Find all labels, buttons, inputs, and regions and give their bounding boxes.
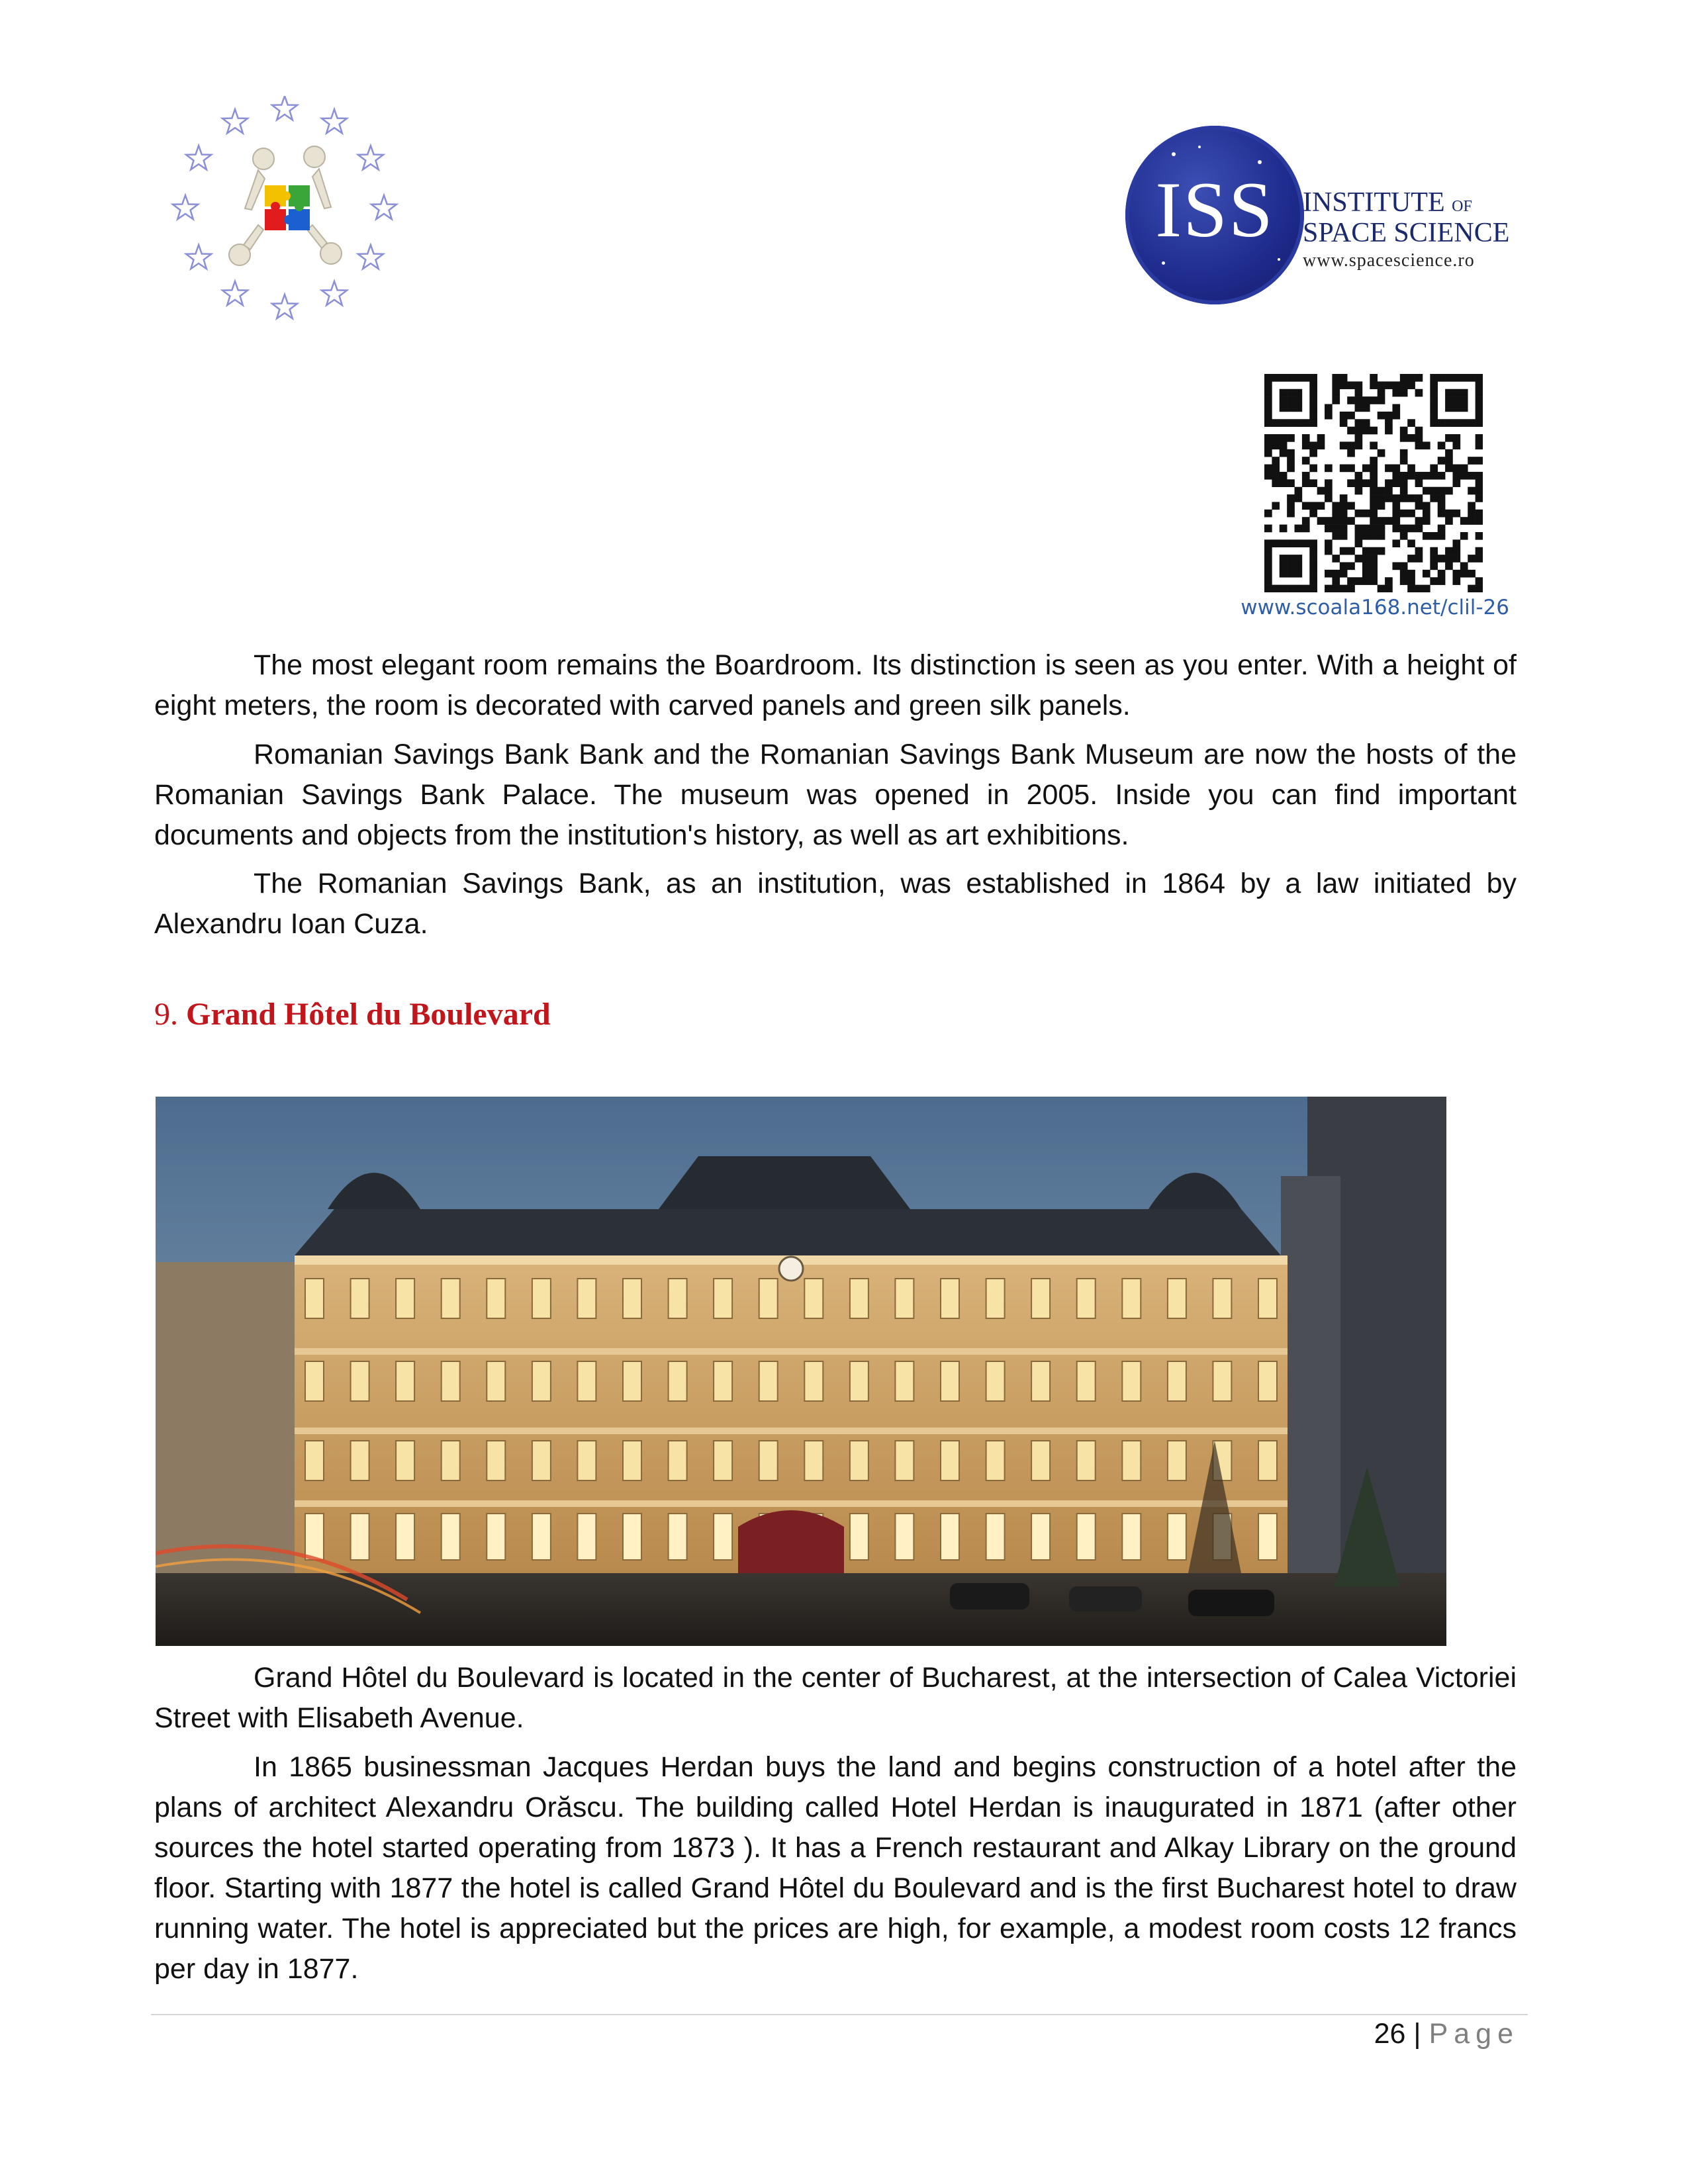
- page-footer: [1258, 2015, 1519, 2052]
- qr-code[interactable]: [1264, 374, 1483, 592]
- page-number: 26: [1374, 2018, 1406, 2050]
- star-icon: [358, 146, 383, 169]
- section-heading: [154, 996, 551, 1032]
- star-icon: [222, 281, 248, 305]
- section-number: 9.: [154, 997, 178, 1032]
- paragraph-location: Grand Hôtel du Boulevard is located in the center of Bucharest, at the intersection of Calea Victoriei Street with Elisabeth Avenue.: [154, 1662, 1517, 1734]
- page-separator: |: [1405, 2018, 1429, 2050]
- star-icon: [173, 195, 198, 219]
- star-icon: [222, 109, 248, 133]
- paragraph-institution: The Romanian Savings Bank, as an institution, was established in 1864 by a law initiated by Alexandru Ioan Cuza.: [154, 868, 1517, 940]
- star-icon: [272, 295, 297, 318]
- iss-emblem: [1125, 126, 1304, 304]
- iss-name-line2: SPACE SCIENCE: [1303, 218, 1510, 248]
- paragraph-history: In 1865 businessman Jacques Herdan buys the land and begins construction of a hotel after the plans of architect Alexandru Orăscu. The building called Hotel Herdan is inaugurated in 1871 (after other sources the hotel started operating from 1873 ). It has a French restaurant and Alkay Library on the ground floor. Starting with 1877 the hotel is called Grand Hôtel du Boulevard and is the first Bucharest hotel to draw running water. The hotel is appreciated but the prices are high, for example, a modest room costs 12 francs per day in 1877.: [154, 1751, 1517, 1985]
- page-label: Page: [1429, 2018, 1519, 2050]
- star-icon: [371, 195, 397, 219]
- iss-name-line1: INSTITUTE OF: [1303, 187, 1472, 218]
- star-icon: [186, 146, 211, 169]
- star-icon: [186, 245, 211, 269]
- star-icon: [322, 109, 347, 133]
- iss-monogram: ISS: [1155, 165, 1274, 253]
- paragraph-museum: Romanian Savings Bank Bank and the Romanian Savings Bank Museum are now the hosts of the Romanian Savings Bank Palace. The museum was opened in 2005. Inside you can find important documents and objects from the institution's history, as well as art exhibitions.: [154, 739, 1517, 851]
- star-icon: [358, 245, 383, 269]
- qr-url-link[interactable]: www.scoala168.net/clil-26: [1241, 596, 1509, 619]
- paragraph-boardroom: The most elegant room remains the Boardroom. Its distinction is seen as you enter. With a height of eight meters, the room is decorated with carved panels and green silk panels.: [154, 649, 1517, 721]
- iss-logo: [1125, 126, 1536, 304]
- project-logo: [165, 96, 404, 334]
- star-icon: [272, 96, 297, 120]
- hotel-photo: [156, 1097, 1446, 1646]
- iss-url: www.spacescience.ro: [1303, 250, 1475, 271]
- section-title: Grand Hôtel du Boulevard: [186, 997, 551, 1032]
- star-icon: [322, 281, 347, 305]
